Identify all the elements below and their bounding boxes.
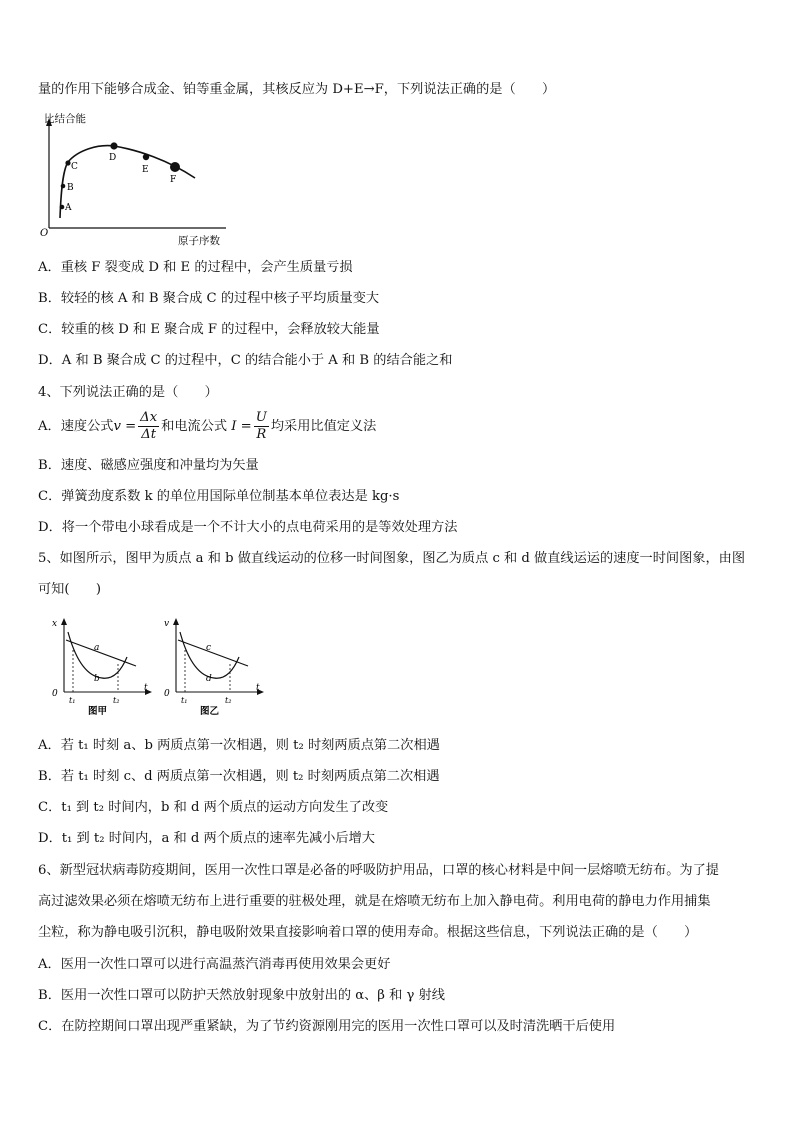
point-e <box>143 154 149 160</box>
current-fraction: $\frac{U}{R}$ <box>255 410 267 442</box>
point-f <box>170 162 180 172</box>
q4-option-b: B．速度、磁感应强度和冲量均为矢量 <box>38 458 259 473</box>
q5-option-b: B．若 t₁ 时刻 c、d 两质点第一次相遇，则 t₂ 时刻两质点第二次相遇 <box>38 769 440 784</box>
caption-yi: 图乙 <box>200 706 220 717</box>
q4-stem: 4、下列说法正确的是（ ） <box>38 385 218 400</box>
q3-option-b: B．较轻的核 A 和 B 聚合成 C 的过程中核子平均质量变大 <box>38 291 380 306</box>
point-d <box>110 142 117 149</box>
q3-option-c: C．较重的核 D 和 E 聚合成 F 的过程中，会释放较大能量 <box>38 322 380 337</box>
svg-text:t: t <box>144 683 148 693</box>
q5-stem-line2: 可知( ) <box>38 582 102 597</box>
line-c <box>178 640 248 666</box>
q6-option-a: A．医用一次性口罩可以进行高温蒸汽消毒再使用效果会更好 <box>38 957 391 972</box>
binding-energy-graph <box>38 110 238 250</box>
figure-jia <box>44 614 158 724</box>
q6-stem-line1: 6、新型冠状病毒防疫期间，医用一次性口罩是必备的呼吸防护用品，口罩的核心材料是中间一层熔喷无纺布。为了提 <box>38 863 719 878</box>
q5-option-a: A．若 t₁ 时刻 a、b 两质点第一次相遇，则 t₂ 时刻两质点第二次相遇 <box>38 738 440 753</box>
svg-text:E: E <box>142 165 149 175</box>
caption-jia: 图甲 <box>88 706 108 717</box>
q6-stem-line3: 尘粒，称为静电吸引沉积，静电吸附效果直接影响着口罩的使用寿命。根据这些信息，下列说法正确的是（ ） <box>38 925 698 940</box>
q4-option-a: A．速度公式v = $\frac{\Delta x}{\Delta t}$ 和电流公式 I = $\frac{U}{R}$ 均采用比值定义法 <box>38 410 377 442</box>
curve-b <box>68 632 127 678</box>
svg-text:D: D <box>109 153 117 163</box>
point-b <box>61 184 66 189</box>
q6-option-b: B．医用一次性口罩可以防护天然放射现象中放射出的 α、β 和 γ 射线 <box>38 988 445 1003</box>
q3-stem: 量的作用下能够合成金、铂等重金属，其核反应为 D+E→F，下列说法正确的是（ ） <box>38 82 556 97</box>
q6-stem-line2: 高过滤效果必须在熔喷无纺布上进行重要的驻极处理，就是在熔喷无纺布上加入静电荷。利用电荷的静电力作用捕集 <box>38 894 711 909</box>
svg-text:t₁: t₁ <box>69 696 76 705</box>
velocity-fraction: $\frac{\Delta x}{\Delta t}$ <box>140 410 158 442</box>
q4-option-c: C．弹簧劲度系数 k 的单位用国际单位制基本单位表达是 kg·s <box>38 489 400 504</box>
curve-d <box>180 632 239 678</box>
q6-option-c: C．在防控期间口罩出现严重紧缺，为了节约资源刚用完的医用一次性口罩可以及时清洗晒干后使用 <box>38 1019 616 1034</box>
svg-text:a: a <box>94 643 100 653</box>
svg-text:t₂: t₂ <box>113 696 120 705</box>
point-c <box>65 160 70 165</box>
figure-yi <box>156 614 270 724</box>
graph-ylabel: 比结合能 <box>44 113 86 125</box>
q5-stem-line1: 5、如图所示，图甲为质点 a 和 b 做直线运动的位移一时间图象，图乙为质点 c 和 d 做直线运运的速度一时间图象，由图 <box>38 551 746 566</box>
svg-text:C: C <box>71 162 78 172</box>
graph-xlabel: 原子序数 <box>178 235 220 247</box>
q3-option-d: D．A 和 B 聚合成 C 的过程中，C 的结合能小于 A 和 B 的结合能之和 <box>38 353 453 368</box>
q4-option-d: D．将一个带电小球看成是一个不计大小的点电荷采用的是等效处理方法 <box>38 520 458 535</box>
svg-text:A: A <box>65 203 72 213</box>
svg-text:F: F <box>170 175 177 185</box>
svg-text:t: t <box>256 683 260 693</box>
svg-text:v: v <box>164 619 170 629</box>
svg-text:b: b <box>94 674 100 684</box>
svg-text:d: d <box>206 674 212 684</box>
line-a <box>66 640 136 666</box>
q3-option-a: A．重核 F 裂变成 D 和 E 的过程中，会产生质量亏损 <box>38 260 353 275</box>
svg-text:0: 0 <box>164 689 170 699</box>
point-a <box>60 205 65 210</box>
svg-text:x: x <box>52 619 58 629</box>
svg-text:t₁: t₁ <box>181 696 188 705</box>
svg-text:c: c <box>206 643 212 653</box>
graph-origin: O <box>40 228 49 239</box>
svg-text:t₂: t₂ <box>225 696 232 705</box>
q5-option-d: D．t₁ 到 t₂ 时间内，a 和 d 两个质点的速率先减小后增大 <box>38 831 375 846</box>
q5-option-c: C．t₁ 到 t₂ 时间内，b 和 d 两个质点的运动方向发生了改变 <box>38 800 389 815</box>
svg-text:B: B <box>67 183 74 193</box>
svg-text:0: 0 <box>52 689 58 699</box>
